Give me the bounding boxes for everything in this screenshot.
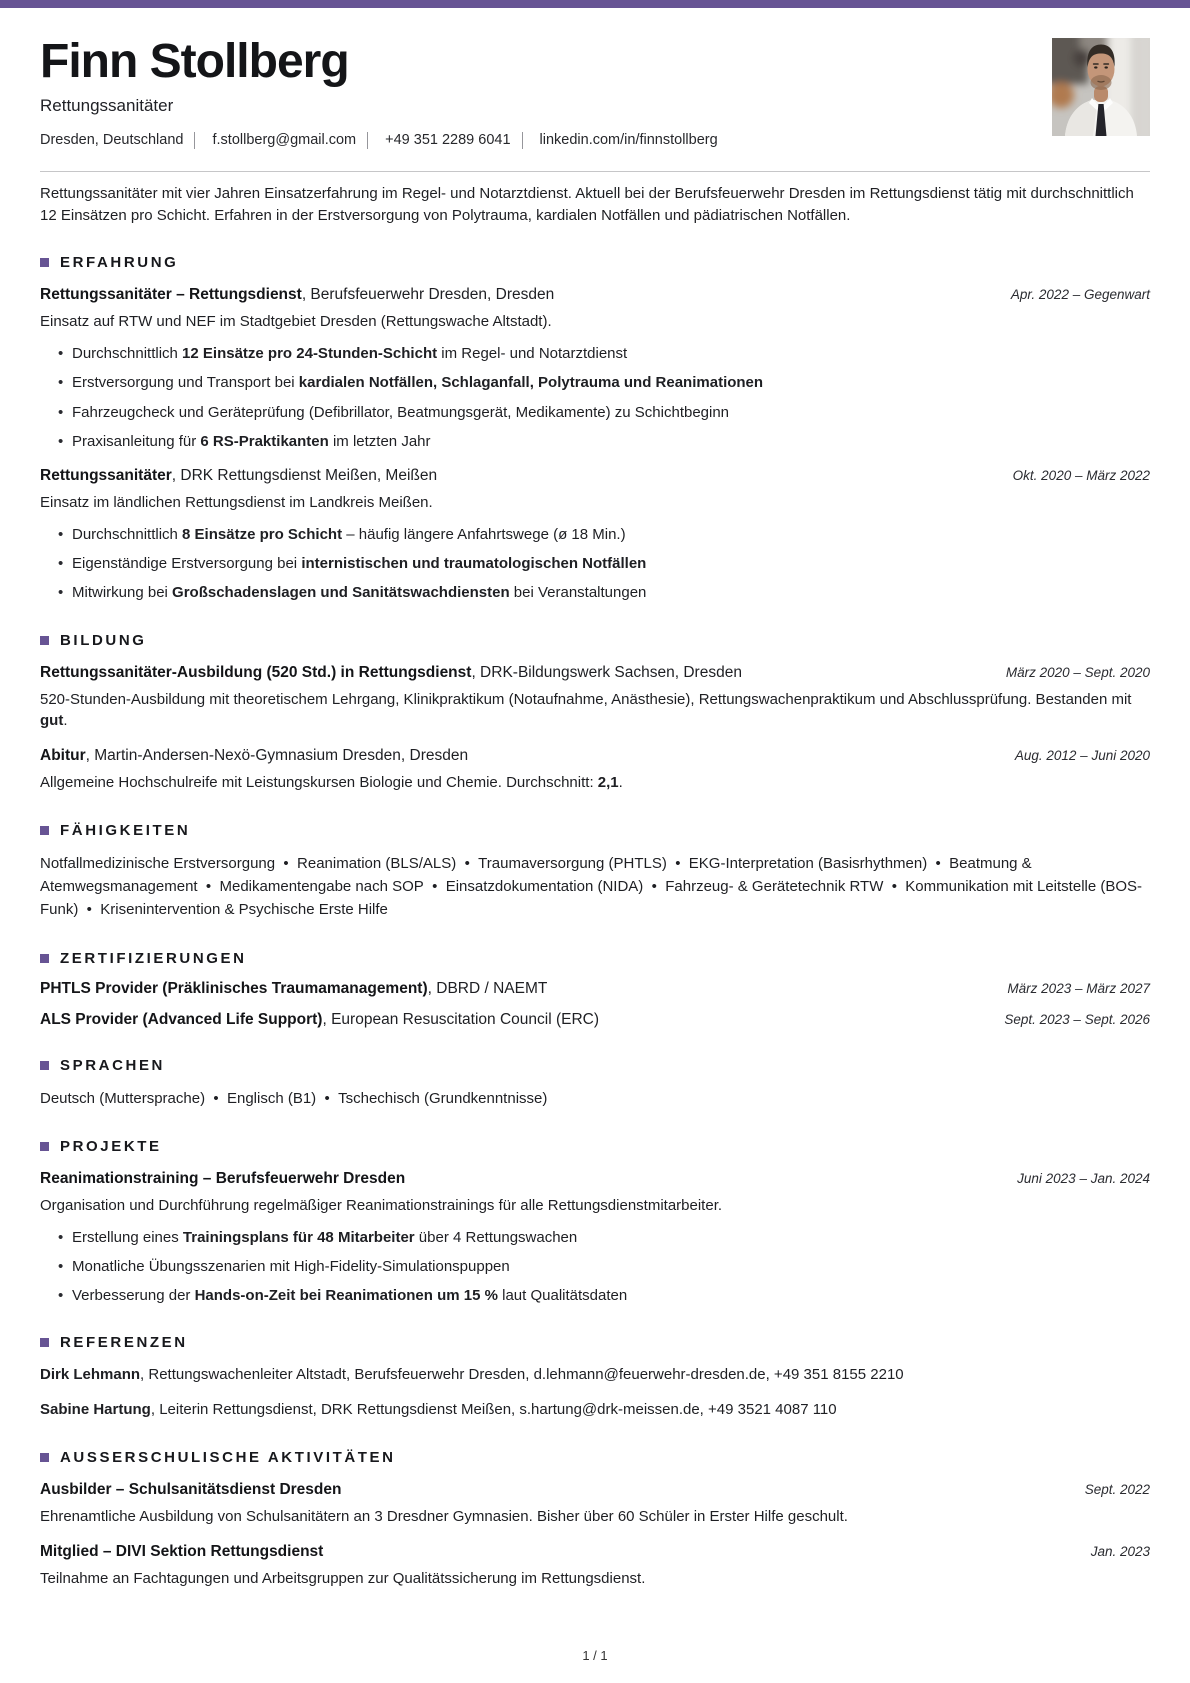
entry-title-bold: Reanimationstraining – Berufsfeuerwehr Dresden [40,1169,406,1187]
bullet-pre: Durchschnittlich [72,345,183,363]
profile-photo [1052,38,1150,136]
person-name: Finn Stollberg [40,35,349,88]
activity-entry [40,1543,1150,1590]
certification-name-bold: PHTLS Provider (Präklinisches Traumamanagement) [40,979,428,997]
section-marker-icon [40,1453,49,1462]
section-heading-references [40,1334,1150,1351]
section-title: FÄHIGKEITEN [60,821,191,839]
entry-date: Jan. 2023 [1090,1543,1150,1559]
bullet-pre: Verbesserung der [72,1287,195,1305]
entry-org: , DRK Rettungsdienst Meißen, Meißen [171,467,438,485]
education-entry [40,747,1150,794]
bullet-post: – häufig längere Anfahrtswege (ø 18 Min.) [342,525,626,543]
section-marker-icon [40,1061,49,1070]
bullet-post: bei Veranstaltungen [509,584,647,602]
certification-name-bold: ALS Provider (Advanced Life Support) [40,1010,323,1028]
entry-title [40,467,437,485]
certification-entry [40,980,1150,998]
entry-date: Sept. 2022 [1084,1481,1150,1497]
section-title: REFERENZEN [60,1334,188,1352]
section-heading-projects [40,1138,1150,1155]
section-marker-icon [40,954,49,963]
section-heading-activities [40,1449,1150,1466]
entry-date: Juni 2023 – Jan. 2024 [1017,1170,1150,1186]
entry-title [40,747,468,765]
header-text-block [40,35,718,149]
entry-desc: Einsatz auf RTW und NEF im Stadtgebiet Dresden (Rettungswache Altstadt). [40,313,552,331]
entry-header [40,1170,1150,1188]
bullet-pre: Erstellung eines [72,1228,183,1246]
bullet-item [58,525,1150,545]
bullet-pre: Fahrzeugcheck und Geräteprüfung (Defibrillator, Beatmungsgerät, Medikamente) zu Schichtbeginn [72,403,730,421]
bullet-item [58,403,1150,423]
reference-name: Sabine Hartung [40,1401,151,1419]
bullet-item [58,432,1150,452]
bullet-item [58,1228,1150,1248]
entry-date: Okt. 2020 – März 2022 [1012,468,1150,484]
entry-date: Sept. 2023 – Sept. 2026 [1004,1011,1150,1027]
desc-post: . [63,712,68,730]
bullet-pre: Erstversorgung und Transport bei [72,374,299,392]
bullet-bold: Großschadenslagen und Sanitätswachdiensten [172,584,510,602]
section-title: ERFAHRUNG [60,254,179,272]
project-entry [40,1170,1150,1307]
certification-entry [40,1011,1150,1029]
experience-entry [40,467,1150,604]
section-heading-languages [40,1057,1150,1074]
section-marker-icon [40,1142,49,1151]
bullet-bold: Trainingsplans für 48 Mitarbeiter [182,1228,415,1246]
reference-details: , Rettungswachenleiter Altstadt, Berufsfeuerwehr Dresden, d.lehmann@feuerwehr-dresden.de, +49 351 8155 2210 [140,1366,904,1384]
reference-name: Dirk Lehmann [40,1366,141,1384]
section-title: SPRACHEN [60,1056,165,1074]
bullet-item [58,583,1150,603]
contact-location: Dresden, Deutschland [40,132,184,149]
reference-entry [40,1399,1150,1421]
desc-pre: Allgemeine Hochschulreife mit Leistungskursen Biologie und Chemie. Durchschnitt: [40,774,598,792]
bullet-bold: Hands-on-Zeit bei Reanimationen um 15 % [194,1287,498,1305]
header-divider [40,171,1150,172]
accent-top-bar [0,0,1190,8]
bullet-bold: 6 RS-Praktikanten [200,432,329,450]
section-title: BILDUNG [60,631,147,649]
entry-org: , Berufsfeuerwehr Dresden, Dresden [301,286,555,304]
contact-separator [522,132,523,149]
entry-date: Aug. 2012 – Juni 2020 [1014,748,1150,764]
skills-list: Notfallmedizinische Erstversorgung • Reanimation (BLS/ALS) • Traumaversorgung (PHTLS) • EKG-Interpretation (Basisrhythmen) • Beatmung & Atemwegsmanagement • Medikamentengabe nach SOP • Einsatzdokumentation (NIDA) • Fahrzeug- & Gerätetechnik RTW • Kommunikation mit Leitstelle (BOS-Funk) • Krisenintervention & Psychische Erste Hilfe [40,854,1143,919]
resume-header [40,35,1150,149]
entry-header [40,747,1150,765]
entry-date: März 2023 – März 2027 [1007,980,1150,996]
entry-title-bold: Ausbilder – Schulsanitätsdienst Dresden [40,1480,342,1498]
page-number: 1 / 1 [582,1648,608,1663]
certification-org: , European Resuscitation Council (ERC) [322,1010,600,1028]
entry-org: , Martin-Andersen-Nexö-Gymnasium Dresden, Dresden [85,747,469,765]
section-title: AUSSERSCHULISCHE AKTIVITÄTEN [60,1448,396,1466]
bullet-item [58,1286,1150,1306]
bullet-item [58,344,1150,364]
experience-entry [40,286,1150,452]
entry-header [40,1481,1150,1499]
contact-linkedin: linkedin.com/in/finnstollberg [539,132,718,149]
entry-title-bold: Rettungssanitäter – Rettungsdienst [40,286,302,304]
languages-list: Deutsch (Muttersprache) • Englisch (B1) • Tschechisch (Grundkenntnisse) [40,1089,548,1107]
bullet-bold: internistischen und traumatologischen Notfällen [301,555,647,573]
entry-desc: Ehrenamtliche Ausbildung von Schulsanitätern an 3 Dresdner Gymnasien. Bisher über 60 Schüler in Erster Hilfe geschult. [40,1507,848,1525]
bullet-pre: Eigenständige Erstversorgung bei [72,555,302,573]
bullet-bold: 12 Einsätze pro 24-Stunden-Schicht [182,345,438,363]
entry-desc: Teilnahme an Fachtagungen und Arbeitsgruppen zur Qualitätssicherung im Rettungsdienst. [40,1569,646,1587]
section-marker-icon [40,1338,49,1347]
entry-title-bold: Mitglied – DIVI Sektion Rettungsdienst [40,1542,324,1560]
bullet-pre: Praxisanleitung für [72,432,201,450]
entry-date: März 2020 – Sept. 2020 [1005,664,1150,680]
entry-header [40,286,1150,304]
contact-row [40,132,718,149]
bullet-list [40,525,1150,604]
entry-desc [40,772,1150,794]
bullet-item [58,373,1150,393]
contact-separator [194,132,195,149]
desc-bold: 2,1 [597,774,619,792]
bullet-list [40,344,1150,452]
summary-text: Rettungssanitäter mit vier Jahren Einsatzerfahrung im Regel- und Notarztdienst. Aktuell bei der Berufsfeuerwehr Dresden im Rettungsdienst tätig mit durchschnittlich 12 Einsätzen pro Schicht. Erfahren in der Erstversorgung von Polytrauma, kardialen Notfällen und pädiatrischen Notfällen. [40,184,1134,224]
entry-header [40,1543,1150,1561]
bullet-bold: 8 Einsätze pro Schicht [182,525,343,543]
bullet-pre: Mitwirkung bei [72,584,173,602]
entry-title-bold: Abitur [40,747,86,765]
bullet-item [58,554,1150,574]
desc-post: . [618,774,623,792]
desc-bold: gut [40,712,64,730]
bullet-post: im Regel- und Notarztdienst [437,345,628,363]
entry-title [40,286,554,304]
entry-desc: Organisation und Durchführung regelmäßiger Reanimationstrainings für alle Rettungsdienstmitarbeiter. [40,1196,723,1214]
contact-phone: +49 351 2289 6041 [385,132,511,149]
entry-header [40,467,1150,485]
bullet-post: im letzten Jahr [328,432,431,450]
section-marker-icon [40,826,49,835]
certification-org: , DBRD / NAEMT [427,979,548,997]
reference-entry [40,1364,1150,1386]
bullet-list [40,1228,1150,1307]
section-marker-icon [40,258,49,267]
section-heading-certifications [40,950,1150,967]
entry-desc: Einsatz im ländlichen Rettungsdienst im Landkreis Meißen. [40,494,433,512]
page-content [0,35,1190,1589]
bullet-bold: kardialen Notfällen, Schlaganfall, Polytrauma und Reanimationen [298,374,764,392]
section-marker-icon [40,636,49,645]
entry-title [40,1170,405,1188]
section-heading-education [40,632,1150,649]
entry-title [40,1481,341,1499]
education-entry [40,664,1150,733]
contact-separator [367,132,368,149]
entry-title-bold: Rettungssanitäter-Ausbildung (520 Std.) in Rettungsdienst [40,663,472,681]
entry-title [40,664,742,682]
contact-email: f.stollberg@gmail.com [212,132,357,149]
activity-entry [40,1481,1150,1528]
bullet-post: über 4 Rettungswachen [414,1228,578,1246]
person-job-title: Rettungssanitäter [40,95,174,115]
entry-header [40,664,1150,682]
entry-org: , DRK-Bildungswerk Sachsen, Dresden [471,663,742,681]
certification-name [40,1011,599,1029]
section-heading-skills [40,822,1150,839]
section-heading-experience [40,254,1150,271]
bullet-pre: Monatliche Übungsszenarien mit High-Fidelity-Simulationspuppen [72,1257,510,1275]
desc-pre: 520-Stunden-Ausbildung mit theoretischem Lehrgang, Klinikpraktikum (Notaufnahme, Anästhesie), Rettungswachenpraktikum und Abschlussprüfung. Bestanden mit [40,690,1132,708]
bullet-post: laut Qualitätsdaten [497,1287,628,1305]
section-title: PROJEKTE [60,1137,162,1155]
section-title: ZERTIFIZIERUNGEN [60,949,247,967]
bullet-item [58,1257,1150,1277]
reference-details: , Leiterin Rettungsdienst, DRK Rettungsdienst Meißen, s.hartung@drk-meissen.de, +49 3521 4087 110 [150,1401,837,1419]
entry-title-bold: Rettungssanitäter [40,467,172,485]
bullet-pre: Durchschnittlich [72,525,183,543]
certification-name [40,980,547,998]
entry-desc [40,689,1150,733]
entry-date: Apr. 2022 – Gegenwart [1010,287,1150,303]
entry-title [40,1543,323,1561]
